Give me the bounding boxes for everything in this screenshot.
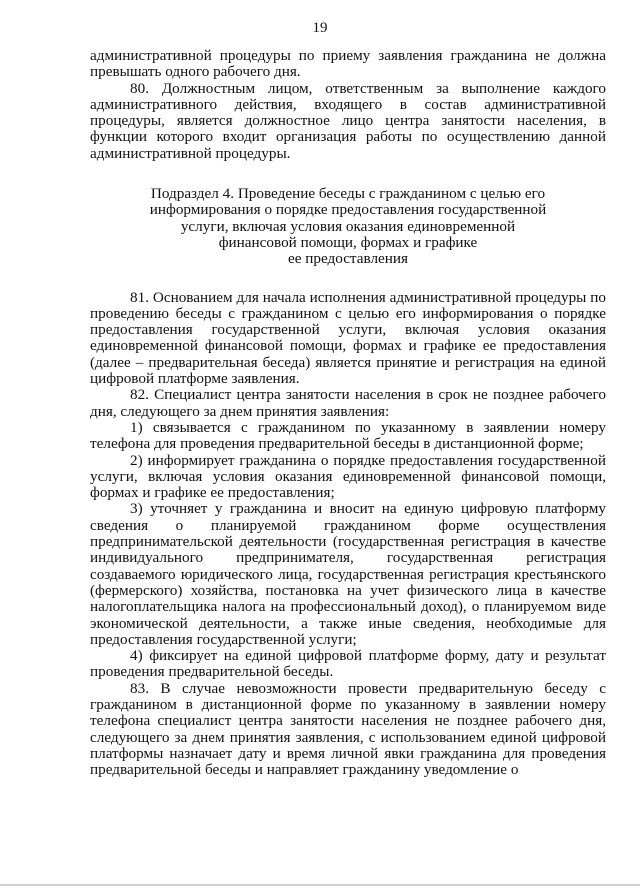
paragraph-82: 82. Специалист центра занятости населения в срок не позднее рабочего дня, следующего за днем принятия заявления: — [90, 386, 606, 420]
document-body — [90, 48, 606, 778]
list-item-4: 4) фиксирует на единой цифровой платформе форму, дату и результат проведения предварительной беседы. — [90, 647, 606, 681]
paragraph-intro: административной процедуры по приему заявления гражданина не должна превышать одного рабочего дня. — [90, 47, 606, 81]
list-item-2: 2) информирует гражданина о порядке предоставления государственной услуги, включая условия оказания единовременной финансовой помощи, формах и графике ее предоставления; — [90, 451, 606, 502]
subsection-heading-line: Подраздел 4. Проведение беседы с гражданином с целью его — [150, 185, 546, 203]
subsection-heading-line: ее предоставления — [287, 250, 409, 268]
subsection-heading-line: услуги, включая условия оказания единовременной — [180, 217, 516, 235]
list-item-3: 3) уточняет у гражданина и вносит на единую цифровую платформу сведения о планируемой гражданином форме осуществления предпринимательской деятельности (государственная регистрация в качестве индивидуального предпринимателя, государственная регистрация создаваемого юридического лица, государственная регистрация крестьянского (фермерского) хозяйства, постановка на учет физического лица в качестве налогоплательщика налога на профессиональный доход), о планируемом виде экономической деятельности, а также иные сведения, необходимые для предоставления государственной услуги; — [90, 500, 606, 648]
scan-edge-line — [0, 884, 640, 886]
paragraph-83: 83. В случае невозможности провести предварительную беседу с гражданином в дистанционной форме по указанному в заявлении номеру телефона специалист центра занятости населения не позднее рабочего дня, следующего за днем принятия заявления, с использованием единой цифровой платформы назначает дату и время личной явки гражданина для проведения предварительной беседы и направляет гражданину уведомление о — [90, 679, 606, 779]
paragraph-81: 81. Основанием для начала исполнения административной процедуры по проведению беседы с гражданином с целью его информирования о порядке предоставления государственной услуги, включая условия оказания единовременной финансовой помощи, формах и графике ее предоставления (далее – предварительная беседа) является принятие и регистрация на единой цифровой платформе заявления. — [90, 288, 606, 388]
page-number: 19 — [312, 20, 328, 36]
list-item-1: 1) связывается с гражданином по указанному в заявлении номеру телефона для проведения предварительной беседы в дистанционной форме; — [90, 418, 606, 453]
subsection-heading — [110, 186, 586, 267]
subsection-heading-line: информирования о порядке предоставления государственной — [149, 201, 547, 219]
subsection-heading-line: финансовой помощи, формах и графике — [218, 233, 478, 251]
paragraph-80: 80. Должностным лицом, ответственным за выполнение каждого административного действия, входящего в состав административной процедуры, является должностное лицо центра занятости населения, в функции которого входит организация работы по осуществлению данной административной процедуры. — [90, 79, 606, 162]
